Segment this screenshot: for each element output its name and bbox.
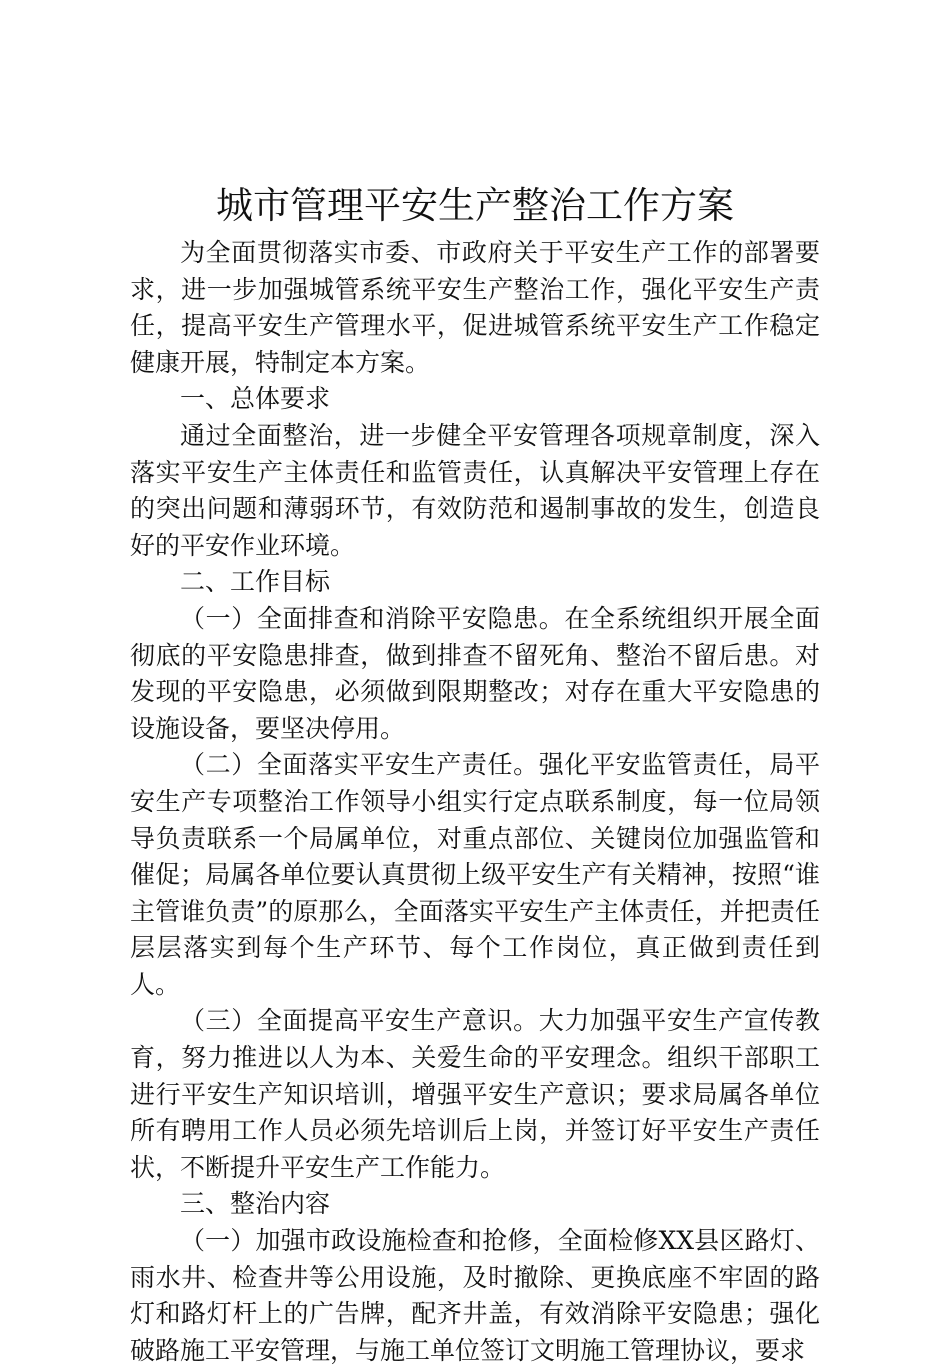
body-paragraph: （一）加强市政设施检查和抢修，全面检修XX县区路灯、雨水井、检查井等公用设施，及时撤除、更换底座不牢固的路灯和路灯杆上的广告牌，配齐井盖，有效消除平安隐患；强化破路施工平安管理，与施工单位签订文明施工管理协议，要求 [130, 1226, 820, 1365]
section-heading-work-goals: 二、工作目标 [180, 567, 331, 597]
document-title: 城市管理平安生产整治工作方案 [216, 184, 734, 227]
section-heading-general-requirements: 一、总体要求 [180, 384, 331, 414]
body-paragraph: （一）全面排查和消除平安隐患。在全系统组织开展全面彻底的平安隐患排查，做到排查不留死角、整治不留后患。对发现的平安隐患，必须做到限期整改；对存在重大平安隐患的设施设备，要坚决停用。 [130, 603, 820, 743]
section-heading-rectification-content: 三、整治内容 [180, 1189, 331, 1219]
intro-paragraph: 为全面贯彻落实市委、市政府关于平安生产工作的部署要求，进一步加强城管系统平安生产整治工作，强化平安生产责任，提高平安生产管理水平，促进城管系统平安生产工作稳定健康开展，特制定本方案。 [130, 238, 820, 377]
document-body [130, 235, 820, 1369]
body-paragraph: （二）全面落实平安生产责任。强化平安监管责任，局平安生产专项整治工作领导小组实行定点联系制度，每一位局领导负责联系一个局属单位，对重点部位、关键岗位加强监管和催促；局属各单位要认真贯彻上级平安生产有关精神，按照“谁主管谁负责”的原那么，全面落实平安生产主体责任，并把责任层层落实到每个生产环节、每个工作岗位，真正做到责任到人。 [130, 750, 820, 999]
body-paragraph: 通过全面整治，进一步健全平安管理各项规章制度，深入落实平安生产主体责任和监管责任，认真解决平安管理上存在的突出问题和薄弱环节，有效防范和遏制事故的发生，创造良好的平安作业环境。 [130, 420, 820, 560]
body-paragraph: （三）全面提高平安生产意识。大力加强平安生产宣传教育，努力推进以人为本、关爱生命的平安理念。组织干部职工进行平安生产知识培训，增强平安生产意识；要求局属各单位所有聘用工作人员必须先培训后上岗，并签订好平安生产责任状，不断提升平安生产工作能力。 [130, 1006, 820, 1182]
